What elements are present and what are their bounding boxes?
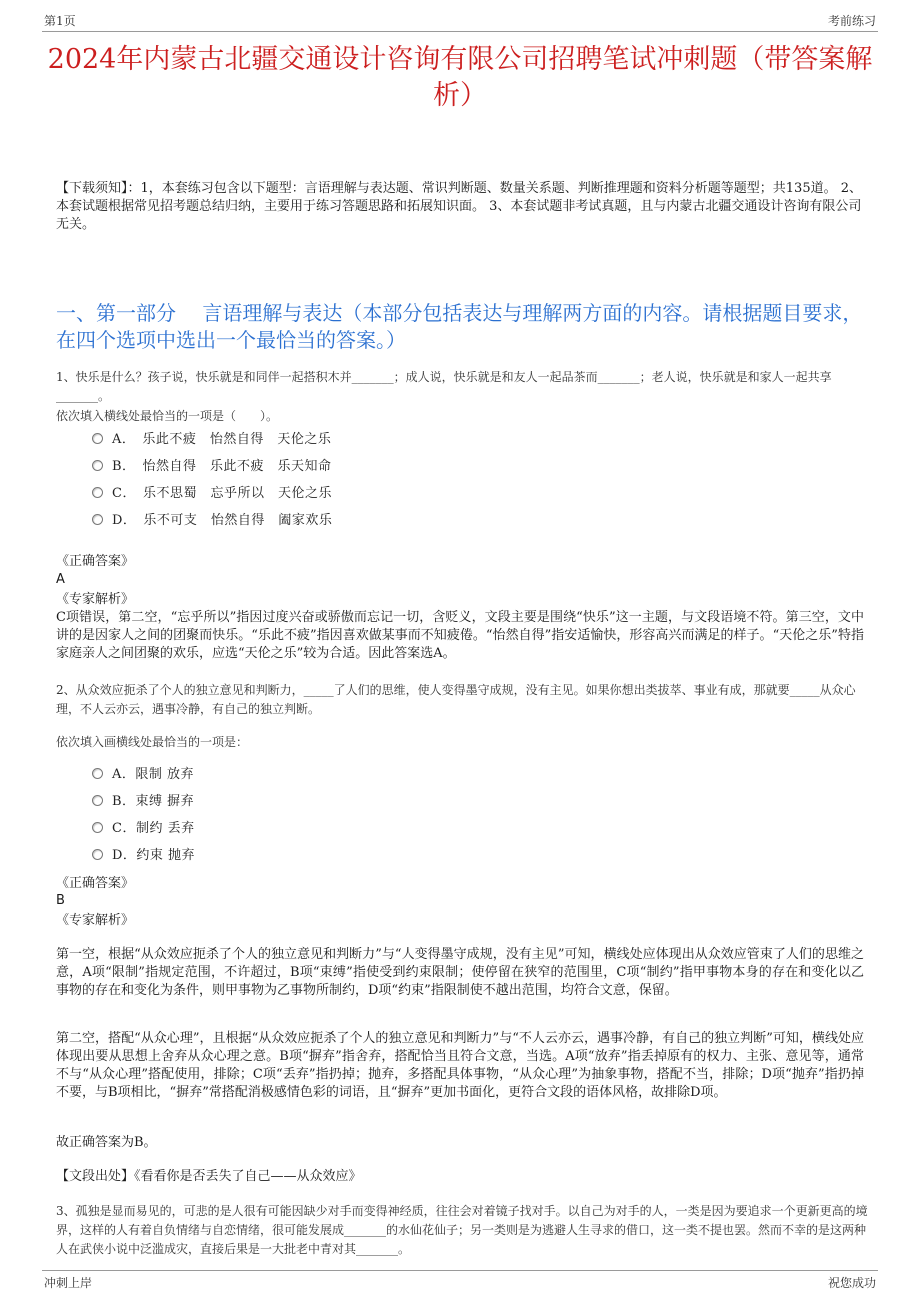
q2-option-b[interactable]: B．束缚 摒弃: [92, 792, 194, 812]
radio-icon[interactable]: [92, 487, 103, 498]
q1-option-d[interactable]: D． 乐不可支 怡然自得 阖家欢乐: [92, 511, 332, 531]
header-divider: [42, 31, 878, 32]
question-1-prompt: 依次填入横线处最恰当的一项是（ ）。: [56, 409, 279, 423]
q1-option-c[interactable]: C． 乐不思蜀 忘乎所以 天伦之乐: [92, 484, 332, 504]
footer-right-label: 祝您成功: [827, 1276, 876, 1290]
question-2-prompt: 依次填入画横线处最恰当的一项是：: [56, 735, 249, 749]
download-notice: 【下载须知】：1，本套练习包含以下题型：言语理解与表达题、常识判断题、数量关系题、判断推理题和资料分析题等题型；共135道。 2、本套试题根据常见招考题总结归纳，主要用于练习答题思路和拓展知识面。 3、本套试题非考试真题，且与内蒙古北疆交通设计咨询有限公司无关。: [56, 181, 862, 232]
q1-answer: A: [56, 572, 65, 587]
header-label: 考前练习: [827, 14, 876, 28]
q2-source: 【文段出处】《看看你是否丢失了自己——从众效应》: [56, 1169, 362, 1184]
q2-analysis-paragraph-1: 第一空，根据“从众效应扼杀了个人的独立意见和判断力”与“人变得墨守成规，没有主见”可知，横线处应体现出从众效应管束了人们的思维之意，A项“限制”指规定范围，不许超过，B项“束缚”指使受到约束限制；使停留在狭窄的范围里，C项“制约”指甲事物本身的存在和变化以乙事物的存在和变化为条件，则甲事物为乙事物所制约，D项“约束”指限制使不越出范围，均符合文意，保留。: [56, 947, 864, 998]
radio-icon[interactable]: [92, 795, 103, 806]
page-number: 第1页: [44, 14, 76, 28]
q2-option-d[interactable]: D．约束 抛弃: [92, 846, 195, 866]
q1-option-b[interactable]: B． 怡然自得 乐此不疲 乐天知命: [92, 457, 332, 477]
q2-analysis-label: 《专家解析》: [56, 913, 135, 928]
q2-analysis-paragraph-2: 第二空，搭配“从众心理”，且根据“从众效应扼杀了个人的独立意见和判断力”与“不人云亦云，遇事冷静，有自己的独立判断”可知，横线处应体现出要从思想上舍弃从众心理之意。B项“摒弃”指舍弃，搭配恰当且符合文意，当选。A项“放弃”指丢掉原有的权力、主张、意见等，通常不与“从众心理”搭配使用，排除；C项“丢弃”指扔掉；抛弃，多搭配具体事物，“从众心理”为抽象事物，搭配不当，排除；D项“抛弃”指扔掉不要，与B项相比，“摒弃”常搭配消极感情色彩的词语，且“摒弃”更加书面化，更符合文段的语体风格，故排除D项。: [56, 1031, 864, 1100]
radio-icon[interactable]: [92, 849, 103, 860]
radio-icon[interactable]: [92, 514, 103, 525]
q2-answer-label: 《正确答案》: [56, 876, 135, 891]
q2-option-a[interactable]: A．限制 放弃: [92, 765, 194, 785]
section-heading: 一、第一部分 言语理解与表达（本部分包括表达与理解两方面的内容。请根据题目要求，在四个选项中选出一个最恰当的答案。）: [56, 301, 863, 352]
question-3-text: 3、孤独是显而易见的，可悲的是人很有可能因缺少对手而变得神经质，往往会对着镜子找对手。以自己为对手的人，一类是因为要追求一个更新更高的境界，这样的人有着自负情绪与自恋情绪，很可能发展成_______的水仙花仙子；另一类则是为逃避人生寻求的借口，这一类不提也罢。然而不幸的是这两种人在武侠小说中泛滥成灾，直接后果是一大批老中青对其_______。: [56, 1204, 868, 1256]
footer-left-label: 冲刺上岸: [44, 1276, 93, 1290]
question-1-text: 1、快乐是什么？孩子说，快乐就是和同伴一起搭积木并_______；成人说，快乐就是和友人一起品茶而_______；老人说，快乐就是和家人一起共享_______。: [56, 370, 832, 403]
radio-icon[interactable]: [92, 822, 103, 833]
q1-analysis: C项错误，第二空，“忘乎所以”指因过度兴奋或骄傲而忘记一切，含贬义，文段主要是围绕“快乐”这一主题，与文段语境不符。第三空，文中讲的是因家人之间的团聚而快乐。“乐此不疲”指因喜欢做某事而不知疲倦。“怡然自得”指安适愉快，形容高兴而满足的样子。“天伦之乐”特指家庭亲人之间团聚的欢乐，应选“天伦之乐”较为合适。因此答案选A。: [56, 610, 864, 661]
q1-option-a[interactable]: A． 乐此不疲 怡然自得 天伦之乐: [92, 430, 331, 450]
radio-icon[interactable]: [92, 768, 103, 779]
q2-option-c[interactable]: C．制约 丢弃: [92, 819, 195, 839]
q1-analysis-label: 《专家解析》: [56, 592, 135, 607]
q1-answer-label: 《正确答案》: [56, 554, 135, 569]
q2-answer: B: [56, 893, 65, 908]
radio-icon[interactable]: [92, 460, 103, 471]
radio-icon[interactable]: [92, 433, 103, 444]
page-title: 2024年内蒙古北疆交通设计咨询有限公司招聘笔试冲刺题（带答案解析）: [47, 44, 873, 111]
question-2-text: 2、从众效应扼杀了个人的独立意见和判断力，_____了人们的思维，使人变得墨守成规，没有主见。如果你想出类拔萃、事业有成，那就要_____从众心理，不人云亦云，遇事冷静，有自己的独立判断。: [56, 683, 856, 716]
footer-divider: [42, 1270, 878, 1271]
q2-analysis-conclusion: 故正确答案为B。: [56, 1135, 157, 1150]
